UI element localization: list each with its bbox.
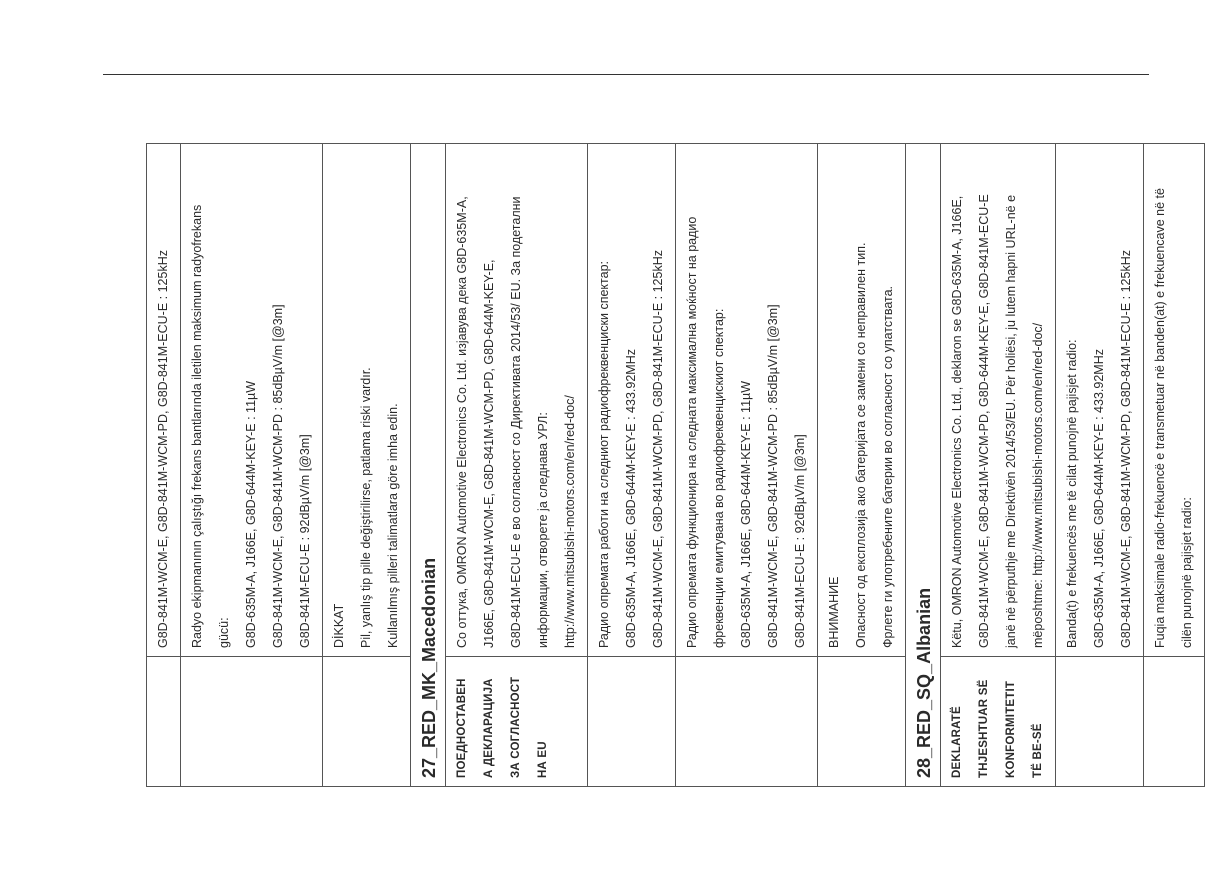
- heading-line: DEKLARATË: [951, 706, 963, 778]
- content-line: G8D-841M-WCM-E, G8D-841M-WCM-PD : 85dBµV/m [@3m]: [271, 304, 285, 648]
- content-line: G8D-841M-ECU-E : 92dBµV/m [@3m]: [793, 434, 807, 648]
- row-content: [446, 144, 588, 657]
- heading-line: ЗА СОГЛАСНОСТ: [510, 676, 522, 778]
- content-line: Pil, yanlış tip pille değiştirilirse, patlama riski vardır.: [359, 367, 373, 648]
- content-line: G8D-635M-A, J166E, G8D-644M-KEY-E : 433.92MHz: [624, 349, 638, 648]
- table-row: [676, 144, 818, 787]
- content-line: Опасност од експлозија ако батеријата се замени со неправилен тип.: [854, 242, 868, 648]
- table-row: [588, 144, 676, 787]
- content-line: Со оттука, OMRON Automotive Electronics Co. Ltd. изјавува дека G8D-635M-A,: [455, 196, 469, 648]
- table-row: [818, 144, 906, 787]
- table-row: [181, 144, 323, 787]
- section-title: 27_RED_MK_Macedonian: [411, 144, 446, 787]
- heading-line: KONFORMITETIT: [1005, 680, 1017, 778]
- content-line: Фрлете ги употребените батерии во согласност со упатствата.: [881, 285, 895, 648]
- content-line: http://www.mitsubishi-motors.com/en/red-doc/: [563, 395, 577, 648]
- content-line: DİKKAT: [332, 603, 346, 648]
- content-line: Këtu, OMRON Automotive Electronics Co. Ltd., deklaron se G8D-635M-A, J166E,: [950, 195, 964, 648]
- declaration-table: [146, 143, 1205, 787]
- row-heading: [818, 657, 906, 787]
- row-heading: [676, 657, 818, 787]
- heading-line: НА EU: [537, 741, 549, 778]
- content-line: G8D-635M-A, J166E, G8D-644M-KEY-E : 433.92MHz: [1092, 349, 1106, 648]
- content-line: Радио опремата работи на следниот радиофреквенциски спектар:: [597, 260, 611, 648]
- row-content: [676, 144, 818, 657]
- row-content: [147, 144, 181, 657]
- content-line: фреквенции емитувана во радиофреквенцискиот спектар:: [712, 308, 726, 648]
- table-row: [147, 144, 181, 787]
- row-heading: [323, 657, 411, 787]
- content-line: ВНИМАНИЕ: [827, 576, 841, 648]
- table-row: [1056, 144, 1144, 787]
- content-line: Fuqia maksimale radio-frekuencë e transmetuar në banden(at) e frekuencave në të: [1153, 188, 1167, 648]
- content-line: gücü:: [217, 617, 231, 648]
- content-line: Radyo ekipmanının çalıştığı frekans bantlarında iletilen maksimum radyofrekans: [190, 204, 204, 648]
- content-line: Banda(t) e frekuencës me të cilat punojnë pajisjet radio:: [1065, 339, 1079, 648]
- heading-line: TË BE-SË: [1032, 723, 1044, 778]
- row-heading: [181, 657, 323, 787]
- table-row: [1144, 144, 1205, 787]
- row-heading: [147, 657, 181, 787]
- content-line: G8D-635M-A, J166E, G8D-644M-KEY-E : 11µW: [739, 380, 753, 648]
- section-heading-macedonian: [411, 144, 446, 787]
- section-title: 28_RED_SQ_Albanian: [906, 144, 941, 787]
- content-line: G8D-841M-ECU-E : 92dBµV/m [@3m]: [298, 434, 312, 648]
- heading-line: ПОЕДНОСТАВЕН: [456, 678, 468, 778]
- row-content: [588, 144, 676, 657]
- heading-line: THJESHTUAR SË: [978, 679, 990, 778]
- row-heading: [446, 657, 588, 787]
- content-line: информации, отворете ја следнава УРЛ:: [536, 412, 550, 648]
- content-line: cilën punojnë pajisjet radio:: [1180, 497, 1194, 648]
- row-content: [941, 144, 1056, 657]
- content-line: G8D-635M-A, J166E, G8D-644M-KEY-E : 11µW: [244, 380, 258, 648]
- content-line: G8D-841M-ECU-E е во согласност со Директивата 2014/53/ EU. За подетални: [509, 196, 523, 648]
- content-line: janë në përputhje me Direktivën 2014/53/EU. Për holiësi, ju lutem hapni URL-në e: [1004, 194, 1018, 648]
- rotated-page: [146, 144, 1194, 787]
- table-row: [941, 144, 1056, 787]
- row-heading: [1056, 657, 1144, 787]
- table-row: [446, 144, 588, 787]
- content-line: G8D-841M-WCM-E, G8D-841M-WCM-PD, G8D-841M-ECU-E : 125kHz: [156, 250, 170, 648]
- content-line: G8D-841M-WCM-E, G8D-841M-WCM-PD : 85dBµV/m [@3m]: [766, 304, 780, 648]
- content-line: Радио опремата функционира на следната максимална моќност на радио: [685, 216, 699, 648]
- content-line: Kullanılmış pilleri talimatlara göre imha edin.: [386, 403, 400, 648]
- row-heading: [1144, 657, 1205, 787]
- row-content: [323, 144, 411, 657]
- heading-line: А ДЕКЛАРАЦИЈА: [483, 678, 495, 778]
- row-content: [1144, 144, 1205, 657]
- content-line: J166E, G8D-841M-WCM-E, G8D-841M-WCM-PD, G8D-644M-KEY-E,: [482, 259, 496, 648]
- section-heading-albanian: [906, 144, 941, 787]
- row-content: [818, 144, 906, 657]
- row-content: [181, 144, 323, 657]
- row-heading: [588, 657, 676, 787]
- row-heading: [941, 657, 1056, 787]
- table-row: [323, 144, 411, 787]
- content-line: mëposhtme: http://www.mitsubishi-motors.com/en/red-doc/: [1031, 322, 1045, 648]
- content-line: G8D-841M-WCM-E, G8D-841M-WCM-PD, G8D-644M-KEY-E, G8D-841M-ECU-E: [977, 194, 991, 648]
- content-line: G8D-841M-WCM-E, G8D-841M-WCM-PD, G8D-841M-ECU-E : 125kHz: [1119, 250, 1133, 648]
- row-content: [1056, 144, 1144, 657]
- content-line: G8D-841M-WCM-E, G8D-841M-WCM-PD, G8D-841M-ECU-E : 125kHz: [651, 250, 665, 648]
- header-rule: [103, 74, 1149, 75]
